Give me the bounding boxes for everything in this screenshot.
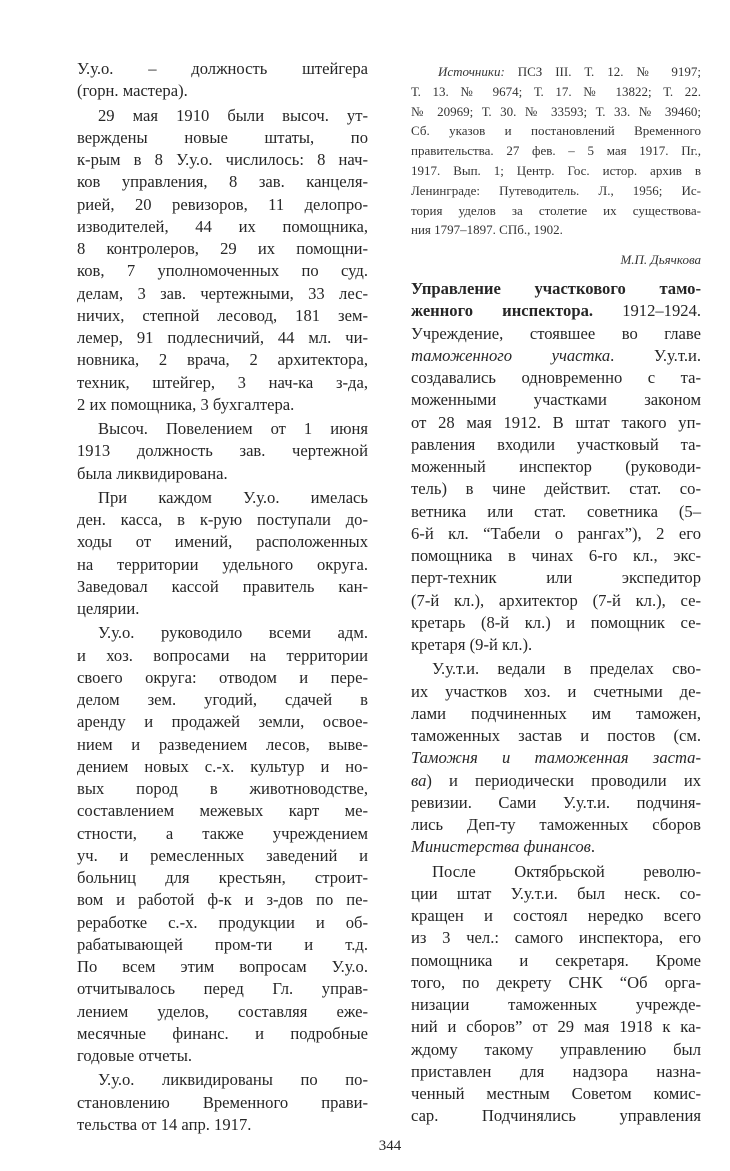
text-line: годовые отчеты. [77, 1046, 193, 1065]
text-line: Т. 13. № 9674; Т. 17. № 13822; Т. 22. [411, 83, 701, 99]
text-line: ков, 7 уполномоченных по суд. [77, 261, 368, 281]
text-line: отчитывалось перед Гл. управ- [77, 979, 368, 999]
text-line: перт-техник или экспедитор [411, 568, 701, 588]
text-line: дением новых с.-х. культур и но- [77, 756, 368, 776]
entry-heading: Управление участкового тамо- [411, 279, 701, 298]
text-line: таможенных застав и постов (см. [411, 726, 701, 745]
text-line: ков управления, 8 зав. канцеля- [77, 172, 368, 192]
text-line: После Октябрьской револю- [432, 861, 701, 881]
text-line: ден. касса, в к-рую поступали до- [77, 510, 368, 529]
text-line: рией, 20 ревизоров, 11 делопро- [77, 194, 368, 214]
sources-block [411, 62, 701, 240]
text-line: ченный местным Советом комис- [411, 1084, 701, 1103]
text-line [411, 836, 701, 858]
text-line: моженный инспектор (руководи- [411, 457, 701, 476]
text-line: своего округа: отводом и пере- [77, 667, 368, 687]
text-line: ветника или стат. советника (5– [411, 501, 701, 521]
text-line: Ленинграде: Путеводитель. Л., 1956; Ис- [411, 182, 701, 198]
text-line: ничих, степной лесовод, 181 зем- [77, 305, 368, 325]
text-line: 6-й кл. “Табели о рангах”), 2 его [411, 523, 701, 543]
text-line: Заведовал кассой правитель кан- [77, 576, 368, 596]
text-line: Учреждение, стоявшее во главе [411, 323, 701, 343]
text-line: верждены новые штаты, по [77, 127, 368, 147]
text-line [411, 770, 701, 792]
text-segment: ПСЗ III. Т. 12. № 9197; [504, 64, 701, 79]
text-line: на территории удельного округа. [77, 554, 368, 574]
text-line: 29 мая 1910 были высоч. ут- [98, 105, 368, 125]
text-line: к-рым в 8 У.у.о. числилось: 8 нач- [77, 150, 368, 169]
text-line: лемер, 91 подлесничий, 44 мл. чи- [77, 328, 368, 347]
text-line: целярии. [77, 599, 140, 618]
text-line: лись Деп-ту таможенных сборов [411, 815, 701, 834]
text-line: лами подчиненных им таможен, [411, 703, 701, 723]
text-line: низации таможенных учрежде- [411, 995, 701, 1014]
text-line: При каждом У.у.о. имелась [98, 487, 368, 507]
text-segment: . У.у.т.и. [610, 345, 701, 365]
text-line: рабатывающей пром-ти и т.д. [77, 934, 368, 954]
text-line: была ликвидирована. [77, 463, 228, 483]
text-segment: . [590, 837, 595, 857]
text-line: новника, 2 врача, 2 архитектора, [77, 350, 368, 370]
text-line: 1913 должность зав. чертежной [77, 441, 368, 461]
text-line [411, 62, 701, 82]
text-line [411, 345, 701, 367]
text-line: реработке с.-х. продукции и об- [77, 912, 368, 932]
text-line: изводителей, 44 их помощника, [77, 216, 368, 236]
text-line: вых пород в животноводстве, [77, 779, 368, 798]
text-line: равления входили участковый та- [411, 434, 701, 454]
text-line: сар. Подчинялись управления [411, 1106, 701, 1126]
text-line: ревизии. Сами У.у.т.и. подчиня- [411, 792, 701, 812]
text-line: техник, штейгер, 3 нач-ка з-да, [77, 372, 368, 392]
text-line: У.у.о. руководило всеми адм. [98, 623, 368, 643]
text-line: вом и работой ф-к и з-дов по пе- [77, 890, 368, 910]
text-line: (7-й кл.), архитектор (7-й кл.), се- [411, 590, 701, 610]
text-segment: ) и периодически проводили их [426, 770, 701, 790]
author-signature: М.П. Дьячкова [620, 252, 701, 267]
italic-reference: ва [411, 770, 427, 790]
text-line: становлению Временного прави- [77, 1092, 368, 1112]
text-line: кращен и состоял нередко всего [411, 906, 701, 925]
text-line: больниц для крестьян, строит- [77, 868, 368, 887]
text-line: ния 1797–1897. СПб., 1902. [411, 222, 563, 238]
text-line: тория уделов за столетие их существова- [411, 202, 701, 218]
text-line: (горн. мастера). [77, 81, 188, 101]
text-line: того, по декрету СНК “Об орга- [411, 972, 701, 992]
text-line: 1917. Вып. 1; Центр. Гос. истор. архив в [411, 162, 701, 178]
left-column [77, 58, 368, 1136]
text-line: У.у.о. ликвидированы по по- [98, 1070, 368, 1090]
text-line: помощника в чинах 6-го кл., экс- [411, 546, 701, 565]
text-line: и хоз. вопросами на территории [77, 645, 368, 665]
text-line: делам, 3 зав. чертежными, 33 лес- [77, 283, 368, 303]
text-line: нием и разведением лесов, выве- [77, 734, 368, 754]
text-line: их участков хоз. и счетными де- [411, 681, 701, 701]
italic-reference: таможенного участка [411, 345, 611, 365]
text-line: 2 их помощника, 3 бухгалтера. [77, 394, 295, 414]
text-line: моженными участками законом [411, 390, 701, 410]
text-line [411, 278, 701, 300]
text-line: из 3 чел.: самого инспектора, его [411, 928, 701, 948]
text-line: кретарь (8-й кл.) и помощник се- [411, 612, 701, 632]
text-line: тельства от 14 апр. 1917. [77, 1114, 252, 1134]
text-line: аренду и продажей земли, освое- [77, 712, 368, 732]
text-line: делом зем. угодий, сдачей в [77, 690, 368, 709]
text-line: У.у.т.и. ведали в пределах сво- [432, 659, 701, 679]
text-line: 8 контролеров, 29 их помощни- [77, 239, 368, 258]
text-line: месячные финанс. и подробные [77, 1023, 368, 1043]
text-line: уч. и ремесленных заведений и [77, 845, 368, 865]
text-line: У.у.о. – должность штейгера [77, 59, 368, 78]
text-line: создавались одновременно с та- [411, 368, 701, 387]
text-line: правительства. 27 фев. – 5 мая 1917. Пг., [411, 143, 701, 159]
text-line: кретаря (9-й кл.). [411, 635, 533, 654]
text-line: № 20969; Т. 30. № 33593; Т. 33. № 39460; [411, 103, 701, 119]
text-line: Высоч. Повелением от 1 июня [98, 419, 368, 438]
text-line: составлением межевых карт ме- [77, 801, 368, 821]
text-line: приставлен для надзора назна- [411, 1061, 701, 1081]
text-line: тель) в чине действит. стат. со- [411, 479, 701, 499]
italic-reference: Таможня и таможенная заста- [411, 748, 701, 768]
text-line: Сб. указов и постановлений Временного [411, 123, 701, 139]
text-line: помощника и секретаря. Кроме [411, 950, 701, 970]
right-column [411, 278, 701, 1128]
text-line: ждому такому управлению был [411, 1039, 701, 1059]
text-line: ходы от имений, расположенных [77, 532, 368, 552]
page-number: 344 [378, 1138, 402, 1154]
text-line: ции штат У.у.т.и. был неск. со- [411, 883, 701, 903]
text-line: стности, а также учреждением [77, 823, 368, 843]
entry-heading: женного инспектора. [411, 301, 594, 321]
text-line: лением уделов, составляя еже- [77, 1001, 368, 1021]
text-line [411, 300, 701, 322]
text-line: от 28 мая 1912. В штат такого уп- [411, 412, 701, 432]
text-line [411, 747, 701, 769]
text-line: По всем этим вопросам У.у.о. [77, 957, 368, 976]
text-segment: 1912–1924. [593, 301, 702, 321]
italic-reference: Министерства финансов [411, 837, 591, 857]
italic-reference: Источники: [438, 64, 505, 79]
text-line: ний и сборов” от 29 мая 1918 к ка- [411, 1017, 701, 1037]
